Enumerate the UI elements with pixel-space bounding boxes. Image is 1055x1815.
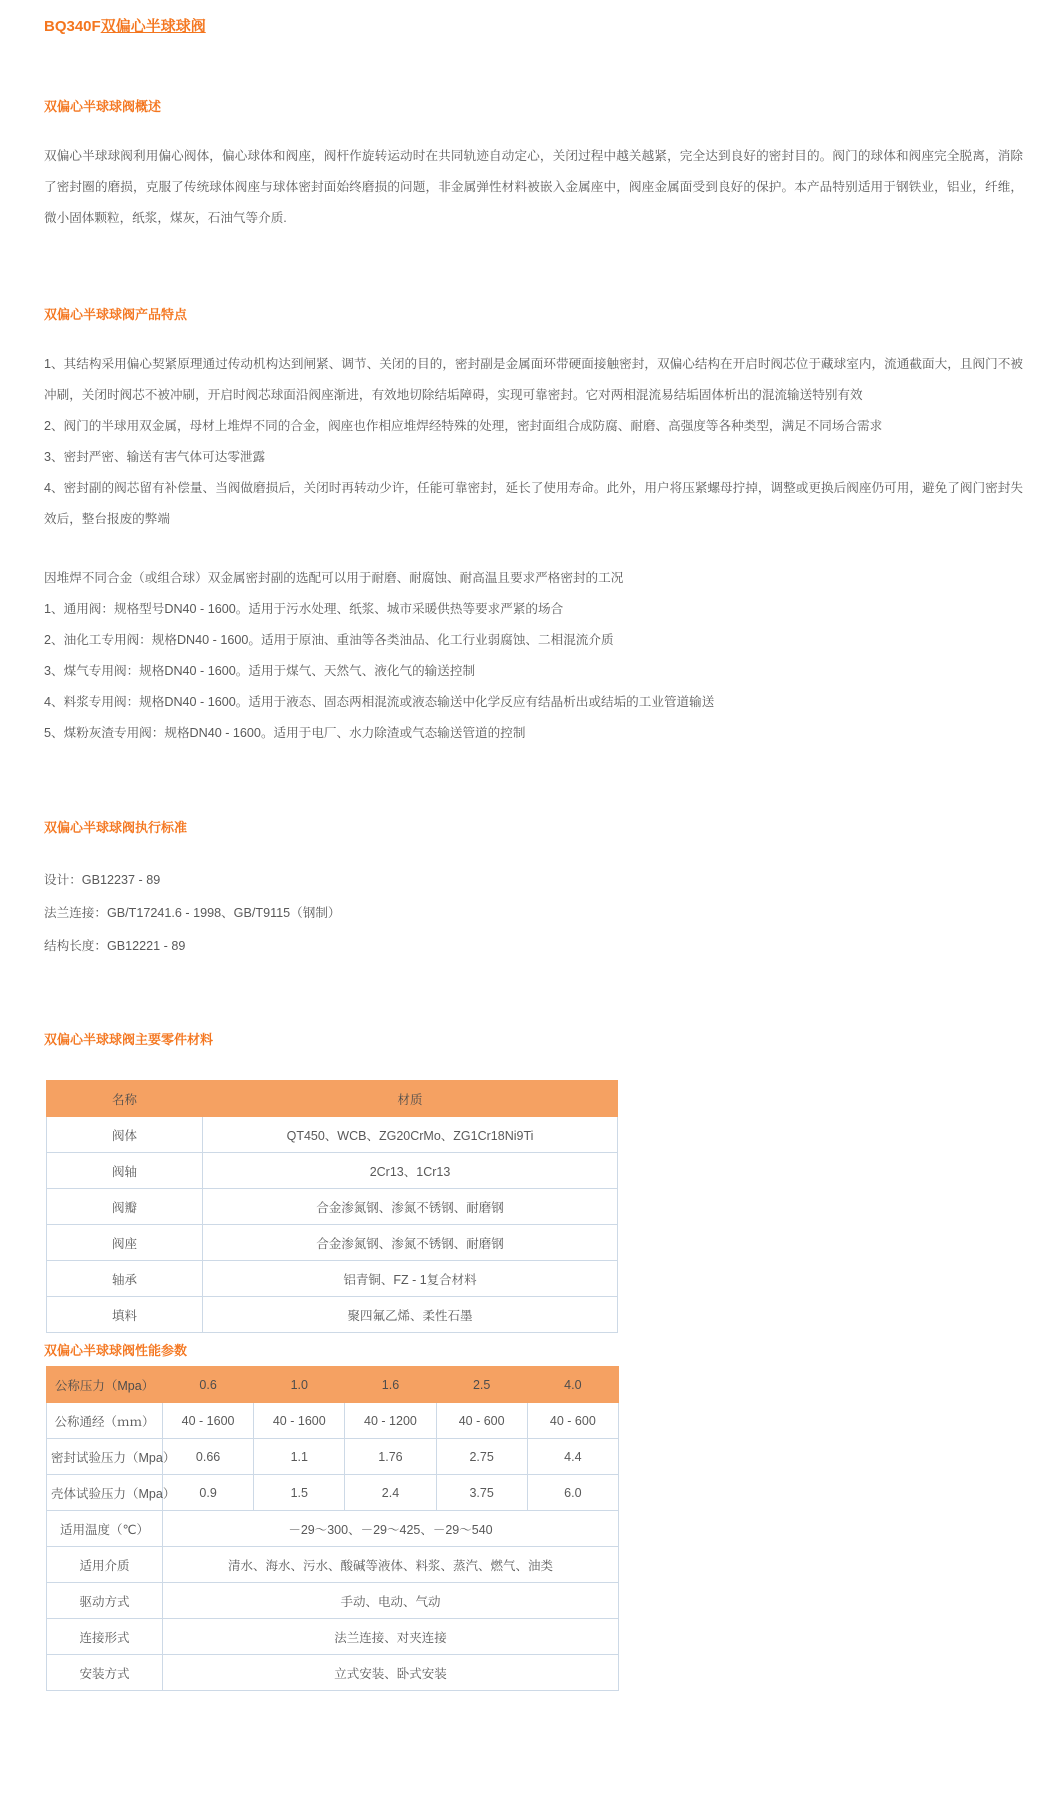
performance-row-label: 适用介质 [47, 1547, 163, 1583]
material-part-value: 聚四氟乙烯、柔性石墨 [203, 1297, 618, 1333]
performance-cell: 4.4 [527, 1439, 618, 1475]
material-part-value: 2Cr13、1Cr13 [203, 1153, 618, 1189]
table-row [47, 1403, 619, 1439]
performance-row-label: 驱动方式 [47, 1583, 163, 1619]
page-title [44, 0, 1023, 37]
material-part-value: 合金渗氮钢、渗氮不锈钢、耐磨钢 [203, 1225, 618, 1261]
performance-cell: 40 - 600 [436, 1403, 527, 1439]
materials-header-name: 名称 [47, 1081, 203, 1117]
page-title-link[interactable]: 双偏心半球球阀 [100, 18, 206, 35]
feature-item: 2、阀门的半球用双金属，母材上堆焊不同的合金，阀座也作相应堆焊经特殊的处理，密封面组合成防腐、耐磨、高强度等各种类型，满足不同场合需求 [44, 419, 883, 433]
performance-cell: 3.75 [436, 1475, 527, 1511]
performance-cell: 1.1 [254, 1439, 345, 1475]
pressure-column: 0.6 [163, 1367, 254, 1403]
table-row [47, 1475, 619, 1511]
pressure-column: 1.0 [254, 1367, 345, 1403]
table-row [47, 1225, 618, 1261]
performance-row-label: 壳体试验压力（Mpa） [47, 1475, 163, 1511]
table-header-row [47, 1367, 619, 1403]
page-title-prefix: BQ340F [44, 18, 101, 35]
performance-cell-merged: 清水、海水、污水、酸碱等液体、料浆、蒸汽、燃气、油类 [163, 1547, 619, 1583]
feature-item: 3、密封严密、输送有害气体可达零泄露 [44, 450, 266, 464]
materials-header-material: 材质 [203, 1081, 618, 1117]
material-part-name: 阀体 [47, 1117, 203, 1153]
table-row [47, 1583, 619, 1619]
performance-row-label: 密封试验压力（Mpa） [47, 1439, 163, 1475]
standard-item: 设计：GB12237 - 89 [44, 873, 161, 887]
material-part-value: 合金渗氮钢、渗氮不锈钢、耐磨钢 [203, 1189, 618, 1225]
material-part-name: 阀瓣 [47, 1189, 203, 1225]
materials-table [46, 1080, 618, 1333]
performance-cell: 1.5 [254, 1475, 345, 1511]
performance-cell-merged: 手动、电动、气动 [163, 1583, 619, 1619]
table-row [47, 1547, 619, 1583]
performance-cell: 6.0 [527, 1475, 618, 1511]
standard-item: 法兰连接：GB/T17241.6 - 1998、GB/T9115（钢制） [44, 906, 341, 920]
table-row [47, 1655, 619, 1691]
performance-cell-merged: 立式安装、卧式安装 [163, 1655, 619, 1691]
table-row [47, 1189, 618, 1225]
performance-cell: 40 - 1200 [345, 1403, 436, 1439]
performance-heading: 双偏心半球球阀性能参数 [44, 1343, 188, 1358]
table-row [47, 1439, 619, 1475]
performance-cell: 40 - 1600 [163, 1403, 254, 1439]
table-row [47, 1511, 619, 1547]
performance-cell: 0.9 [163, 1475, 254, 1511]
performance-cell-merged: －29～300、－29～425、－29～540 [163, 1511, 619, 1547]
performance-cell: 1.76 [345, 1439, 436, 1475]
pressure-column: 1.6 [345, 1367, 436, 1403]
performance-cell: 0.66 [163, 1439, 254, 1475]
performance-cell: 40 - 1600 [254, 1403, 345, 1439]
performance-cell: 2.75 [436, 1439, 527, 1475]
application-item: 1、通用阀：规格型号DN40 - 1600。适用于污水处理、纸浆、城市采暖供热等要求严紧的场合 [44, 602, 564, 616]
performance-cell: 2.4 [345, 1475, 436, 1511]
feature-item: 4、密封副的阀芯留有补偿量、当阀做磨损后，关闭时再转动少许，任能可靠密封，延长了使用寿命。此外，用户将压紧螺母拧掉，调整或更换后阀座仍可用，避免了阀门密封失效后，整台报废的弊端 [44, 481, 1023, 526]
applications-intro: 因堆焊不同合金（或组合球）双金属密封副的选配可以用于耐磨、耐腐蚀、耐高温且要求严格密封的工况 [44, 571, 624, 585]
application-item: 2、油化工专用阀：规格DN40 - 1600。适用于原油、重油等各类油品、化工行业弱腐蚀、二相混流介质 [44, 633, 614, 647]
performance-row-label: 连接形式 [47, 1619, 163, 1655]
application-item: 4、料浆专用阀：规格DN40 - 1600。适用于液态、固态两相混流或液态输送中化学反应有结晶析出或结垢的工业管道输送 [44, 695, 715, 709]
pressure-column: 4.0 [527, 1367, 618, 1403]
performance-row-label: 安装方式 [47, 1655, 163, 1691]
overview-paragraph: 双偏心半球球阀利用偏心阀体，偏心球体和阀座，阀杆作旋转运动时在共同轨迹自动定心，关闭过程中越关越紧，完全达到良好的密封目的。阀门的球体和阀座完全脱离，消除了密封圈的磨损，克服了传统球体阀座与球体密封面始终磨损的问题，非金属弹性材料被嵌入金属座中，阀座金属面受到良好的保护。本产品特别适用于钢铁业，铝业，纤维，微小固体颗粒，纸浆，煤灰，石油气等介质. [44, 149, 1023, 225]
table-row [47, 1117, 618, 1153]
pressure-column: 2.5 [436, 1367, 527, 1403]
table-row [47, 1297, 618, 1333]
material-part-value: QT450、WCB、ZG20CrMo、ZG1Cr18Ni9Ti [203, 1117, 618, 1153]
performance-row-label: 适用温度（℃） [47, 1511, 163, 1547]
performance-cell-merged: 法兰连接、对夹连接 [163, 1619, 619, 1655]
performance-table [46, 1366, 619, 1691]
table-row [47, 1153, 618, 1189]
feature-item: 1、其结构采用偏心契紧原理通过传动机构达到闸紧、调节、关闭的目的，密封副是金属面环带硬面接触密封，双偏心结构在开启时阀芯位于藏球室内，流通截面大，且阀门不被冲刷，关闭时阀芯不被冲刷，开启时阀芯球面沿阀座渐进，有效地切除结垢障碍，实现可靠密封。它对两相混流易结垢固体析出的混流输送特别有效 [44, 357, 1023, 402]
standard-item: 结构长度：GB12221 - 89 [44, 939, 186, 953]
performance-row-label: 公称通经（ｍｍ） [47, 1403, 163, 1439]
features-heading: 双偏心半球球阀产品特点 [44, 307, 188, 322]
application-item: 3、煤气专用阀：规格DN40 - 1600。适用于煤气、天然气、液化气的输送控制 [44, 664, 476, 678]
table-header-row [47, 1081, 618, 1117]
material-part-value: 铝青铜、FZ - 1复合材料 [203, 1261, 618, 1297]
performance-cell: 40 - 600 [527, 1403, 618, 1439]
performance-header-label: 公称压力（Mpa） [47, 1367, 163, 1403]
material-part-name: 阀座 [47, 1225, 203, 1261]
materials-heading: 双偏心半球球阀主要零件材料 [44, 1032, 214, 1047]
standards-heading: 双偏心半球球阀执行标准 [44, 820, 188, 835]
table-row [47, 1261, 618, 1297]
application-item: 5、煤粉灰渣专用阀：规格DN40 - 1600。适用于电厂、水力除渣或气态输送管道的控制 [44, 726, 526, 740]
material-part-name: 阀轴 [47, 1153, 203, 1189]
material-part-name: 轴承 [47, 1261, 203, 1297]
overview-heading: 双偏心半球球阀概述 [44, 99, 162, 114]
table-row [47, 1619, 619, 1655]
material-part-name: 填料 [47, 1297, 203, 1333]
